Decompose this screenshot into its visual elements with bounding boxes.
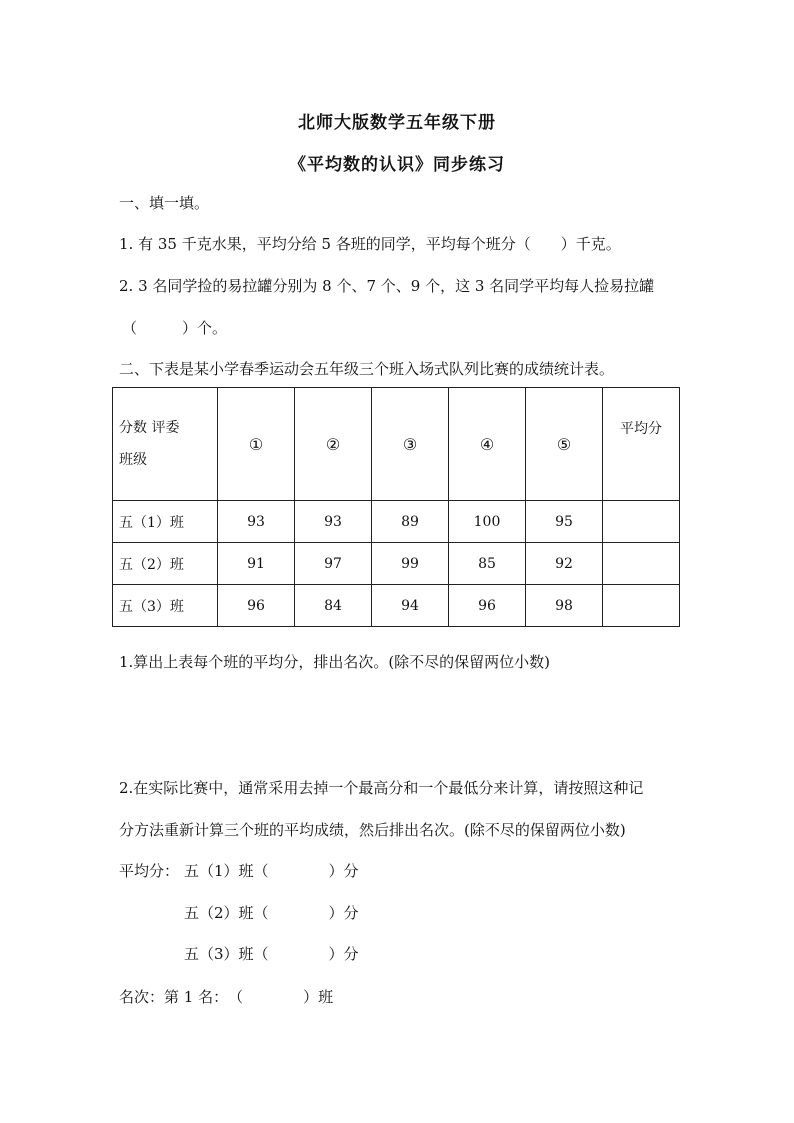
section2-heading: 二、下表是某小学春季运动会五年级三个班入场式队列比赛的成绩统计表。 <box>119 360 615 378</box>
average-header: 平均分 <box>603 388 680 501</box>
section2-question1: 1.算出上表每个班的平均分，排出名次。(除不尽的保留两位小数) <box>119 653 551 671</box>
average-cell[interactable] <box>603 543 680 585</box>
judge-header-4: ④ <box>449 388 526 501</box>
answer-line-class2: 五（2）班（ ）分 <box>184 904 359 922</box>
table-row <box>113 501 680 543</box>
score-cell: 93 <box>295 501 372 543</box>
score-cell: 92 <box>526 543 603 585</box>
judge-header-1: ① <box>218 388 295 501</box>
document-title: 北师大版数学五年级下册 <box>298 113 496 133</box>
score-cell: 96 <box>449 585 526 627</box>
score-cell: 91 <box>218 543 295 585</box>
rank-line: 名次：第 1 名： （ ）班 <box>119 988 334 1006</box>
class-name-cell: 五（2）班 <box>113 543 218 585</box>
class-name-cell: 五（1）班 <box>113 501 218 543</box>
score-cell: 93 <box>218 501 295 543</box>
table-corner-cell <box>113 388 218 501</box>
average-cell[interactable] <box>603 501 680 543</box>
judge-header-3: ③ <box>372 388 449 501</box>
corner-label-top: 分数 评委 <box>119 420 180 436</box>
section1-heading: 一、填一填。 <box>119 194 210 212</box>
score-table <box>112 387 680 627</box>
score-cell: 84 <box>295 585 372 627</box>
score-cell: 100 <box>449 501 526 543</box>
score-cell: 97 <box>295 543 372 585</box>
judge-header-5: ⑤ <box>526 388 603 501</box>
section2-question2-line2: 分方法重新计算三个班的平均成绩，然后排出名次。(除不尽的保留两位小数) <box>119 821 626 839</box>
average-label: 平均分： <box>119 862 180 880</box>
answer-line-class3: 五（3）班（ ）分 <box>184 945 359 963</box>
section2-question2-line1: 2.在实际比赛中，通常采用去掉一个最高分和一个最低分来计算，请按照这种记 <box>119 779 644 797</box>
average-cell[interactable] <box>603 585 680 627</box>
section1-question2-line2: （ ）个。 <box>122 319 228 337</box>
document-subtitle: 《平均数的认识》同步练习 <box>289 155 505 175</box>
answer-line-class1: 五（1）班（ ）分 <box>184 862 359 880</box>
score-cell: 98 <box>526 585 603 627</box>
score-cell: 85 <box>449 543 526 585</box>
table-header-row <box>113 388 680 501</box>
table-row <box>113 543 680 585</box>
judge-header-2: ② <box>295 388 372 501</box>
score-cell: 89 <box>372 501 449 543</box>
score-cell: 99 <box>372 543 449 585</box>
score-cell: 95 <box>526 501 603 543</box>
score-cell: 96 <box>218 585 295 627</box>
table-row <box>113 585 680 627</box>
class-name-cell: 五（3）班 <box>113 585 218 627</box>
corner-label-bottom: 班级 <box>119 452 147 468</box>
section1-question2-line1: 2. 3 名同学捡的易拉罐分别为 8 个、7 个、9 个，这 3 名同学平均每人捡易拉罐 <box>119 277 655 295</box>
score-cell: 94 <box>372 585 449 627</box>
section1-question1: 1. 有 35 千克水果，平均分给 5 各班的同学，平均每个班分（ ）千克。 <box>119 235 621 253</box>
